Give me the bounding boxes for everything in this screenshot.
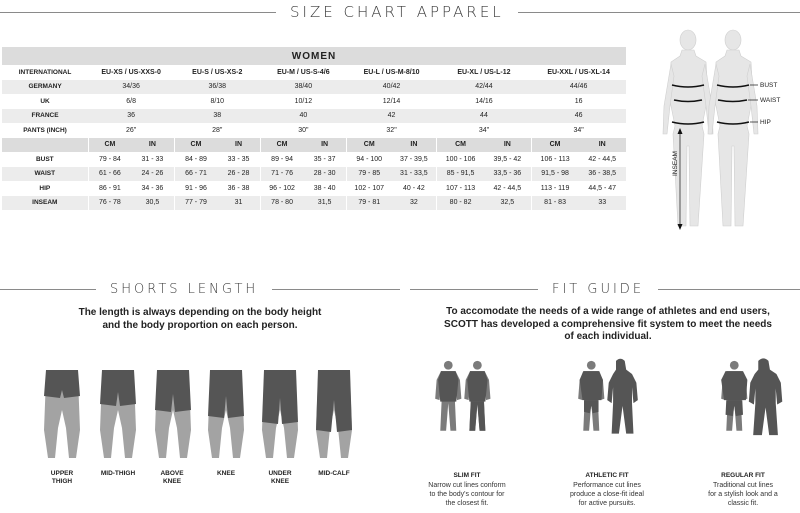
- shorts-label-upper-thigh: [32, 470, 92, 486]
- body-measurement-figure: [636, 26, 800, 236]
- table-cell: 94 - 100: [346, 152, 391, 167]
- table-cell: 79 - 81: [346, 196, 391, 211]
- female-silhouette-icon: [636, 26, 800, 236]
- table-cell: 91,5 - 98: [531, 167, 578, 182]
- table-cell: 28": [212, 126, 223, 134]
- fit-text-line: Performance cut lines: [573, 482, 641, 489]
- table-cell: 100 - 106: [437, 152, 484, 167]
- mid-calf-shorts-icon: [314, 370, 354, 462]
- row-label: FRANCE: [2, 109, 88, 124]
- table-cell: 96 - 102: [260, 181, 303, 196]
- fit-description-line: of each individual.: [564, 331, 652, 342]
- inseam-label: INSEAM: [672, 151, 679, 176]
- table-cell: 40/42: [346, 80, 436, 95]
- table-row: [2, 167, 626, 182]
- size-header: EU-XXL / US-XL-14: [547, 68, 610, 76]
- fit-description-line: SCOTT has developed a comprehensive fit system to meet the needs: [444, 318, 772, 330]
- heading-rule-right: [272, 289, 400, 290]
- table-cell: 14/16: [475, 97, 493, 105]
- shorts-label-line: UPPER: [50, 470, 74, 477]
- table-cell: 30,5: [131, 196, 174, 211]
- table-cell: 102 - 107: [346, 181, 391, 196]
- table-cell: 42: [346, 109, 436, 124]
- table-cell: 6/8: [126, 97, 137, 105]
- table-cell: 10/12: [294, 97, 313, 105]
- table-cell: 36 - 38: [227, 184, 250, 192]
- row-label: INSEAM: [2, 196, 88, 211]
- unit-cm: CM: [437, 138, 484, 153]
- waist-label: WAIST: [760, 97, 781, 104]
- table-cell: 36: [88, 109, 174, 124]
- table-cell: 34 - 36: [141, 184, 164, 192]
- table-cell: 81 - 83: [531, 196, 578, 211]
- shorts-label-line: UNDER: [268, 470, 292, 477]
- table-cell: 107 - 113: [437, 181, 484, 196]
- unit-cm: CM: [174, 138, 217, 153]
- regular-fit-figures-icon: [706, 358, 796, 438]
- slim-fit-title: SLIM FIT: [453, 472, 481, 479]
- table-cell: 38/40: [260, 80, 346, 95]
- table-cell: 38: [174, 109, 260, 124]
- shorts-label-under-knee: [250, 470, 310, 486]
- table-cell: 8/10: [210, 97, 225, 105]
- table-row: [2, 94, 626, 109]
- table-row: [2, 152, 626, 167]
- shorts-label-line: KNEE: [270, 478, 290, 485]
- above-knee-shorts-icon: [153, 370, 193, 462]
- table-cell: 42 - 44,5: [493, 184, 522, 192]
- size-chart-heading: [0, 2, 800, 22]
- table-row: [2, 80, 626, 95]
- table-cell: 30": [298, 126, 309, 134]
- heading-rule-right: [658, 289, 800, 290]
- athletic-fit-figures-icon: [563, 358, 653, 438]
- fit-text-line: Narrow cut lines conform: [428, 482, 506, 489]
- fit-text-line: produce a close-fit ideal: [570, 491, 644, 498]
- table-cell: 26": [126, 126, 137, 134]
- shorts-label-line: ABOVE: [160, 470, 184, 477]
- unit-in: IN: [131, 138, 174, 153]
- size-header: EU-XL / US-L-12: [457, 68, 511, 76]
- table-cell: 44/46: [531, 80, 626, 95]
- table-row: [2, 109, 626, 124]
- table-cell: 78 - 80: [260, 196, 303, 211]
- table-cell: 31: [217, 196, 260, 211]
- unit-in: IN: [484, 138, 531, 153]
- mid-thigh-shorts-icon: [98, 370, 138, 462]
- table-cell: 36/38: [174, 80, 260, 95]
- table-cell: 46: [531, 109, 626, 124]
- table-cell: 40: [260, 109, 346, 124]
- slim-fit-figures-icon: [420, 358, 510, 438]
- slim-fit-text: [412, 481, 522, 508]
- regular-fit-title: REGULAR FIT: [721, 472, 765, 479]
- table-cell: 84 - 89: [174, 152, 217, 167]
- table-cell: 76 - 78: [88, 196, 131, 211]
- page-title: SIZE CHART APPAREL: [290, 3, 504, 21]
- unit-cm: CM: [88, 138, 131, 153]
- table-cell: 42 - 44,5: [588, 155, 617, 163]
- table-cell: 91 - 96: [174, 181, 217, 196]
- table-cell: 39,5 - 42: [493, 155, 522, 163]
- row-label: GERMANY: [2, 80, 88, 95]
- shorts-label-mid-calf: [304, 470, 364, 478]
- table-cell: 66 - 71: [174, 167, 217, 182]
- table-cell: 31 - 33,5: [392, 167, 437, 182]
- shorts-label-line: KNEE: [162, 478, 182, 485]
- row-label: HIP: [39, 184, 51, 192]
- heading-rule-left: [0, 289, 96, 290]
- fit-description: [418, 306, 798, 344]
- table-cell: 40 - 42: [402, 184, 425, 192]
- table-cell: 34": [478, 126, 490, 134]
- fit-guide-heading: [410, 281, 800, 297]
- heading-rule-left: [0, 12, 276, 13]
- table-cell: 61 - 66: [88, 167, 131, 182]
- shorts-label-line: THIGH: [51, 478, 73, 485]
- heading-rule-right: [518, 12, 800, 13]
- under-knee-shorts-icon: [260, 370, 300, 462]
- hip-label: HIP: [760, 119, 771, 126]
- table-cell: 44,5 - 47: [588, 184, 617, 192]
- regular-fit-text: [688, 481, 798, 508]
- table-cell: 86 - 91: [88, 181, 131, 196]
- fit-text-line: for a stylish look and a: [708, 491, 778, 498]
- table-cell: 28 - 30: [303, 167, 346, 182]
- shorts-label-line: MID-THIGH: [100, 470, 136, 477]
- table-cell: 34": [573, 126, 584, 134]
- table-cell: 26 - 28: [217, 167, 260, 182]
- shorts-label-knee: [196, 470, 256, 478]
- athletic-fit-title: ATHLETIC FIT: [585, 472, 629, 479]
- table-cell: 36 - 38,5: [578, 167, 626, 182]
- table-cell: 89 - 94: [260, 152, 303, 167]
- size-header: EU-M / US-S-4/6: [277, 68, 330, 76]
- table-cell: 33,5 - 36: [484, 167, 531, 182]
- table-cell: 106 - 113: [531, 152, 578, 167]
- athletic-fit-text: [552, 481, 662, 508]
- unit-cm: CM: [260, 138, 303, 153]
- table-cell: 71 - 76: [260, 167, 303, 182]
- empty-cell: [2, 138, 88, 153]
- shorts-description-line: and the body proportion on each person.: [102, 320, 298, 331]
- size-header: EU-XS / US-XXS-0: [101, 68, 161, 76]
- size-header: EU-L / US-M-8/10: [363, 68, 420, 76]
- table-row: [2, 181, 626, 196]
- table-cell: 31,5: [303, 196, 346, 211]
- unit-in: IN: [217, 138, 260, 153]
- unit-in: IN: [303, 138, 346, 153]
- unit-cm: CM: [531, 138, 578, 153]
- table-cell: 79 - 85: [346, 167, 391, 182]
- table-cell: 79 - 84: [88, 152, 131, 167]
- table-row: [2, 123, 626, 138]
- fit-text-line: classic fit.: [727, 500, 759, 507]
- table-cell: 37 - 39,5: [400, 155, 428, 163]
- table-cell: 113 - 119: [531, 181, 578, 196]
- table-cell: 16: [574, 97, 583, 105]
- table-cell: 32: [392, 196, 437, 211]
- shorts-label-line: MID-CALF: [318, 470, 350, 477]
- table-cell: 12/14: [382, 97, 401, 105]
- table-cell: 31 - 33: [141, 155, 164, 163]
- table-cell: 35 - 37: [313, 155, 336, 163]
- row-label: PANTS (INCH): [23, 126, 67, 134]
- table-row: [2, 196, 626, 211]
- table-cell: 42/44: [437, 80, 532, 95]
- shorts-description-line: The length is always depending on the body height: [78, 307, 322, 318]
- row-label: UK: [40, 97, 50, 105]
- gender-header: WOMEN: [2, 47, 626, 65]
- fit-guide-title: FIT GUIDE: [552, 281, 645, 297]
- table-cell: 32,5: [484, 196, 531, 211]
- shorts-length-title: SHORTS LENGTH: [110, 281, 259, 297]
- shorts-label-mid-thigh: [88, 470, 148, 478]
- knee-shorts-icon: [206, 370, 246, 462]
- fit-text-line: the closest fit.: [445, 500, 489, 507]
- table-cell: 38 - 40: [313, 184, 336, 192]
- fit-description-line: To accomodate the needs of a wide range of athletes and end users,: [446, 306, 770, 317]
- international-row: [2, 65, 626, 80]
- table-cell: 85 - 91,5: [437, 167, 484, 182]
- table-cell: 33: [578, 196, 626, 211]
- table-cell: 32": [386, 126, 397, 134]
- size-header: EU-S / US-XS-2: [192, 68, 243, 76]
- unit-in: IN: [392, 138, 437, 153]
- table-cell: 77 - 79: [174, 196, 217, 211]
- heading-rule-left: [410, 289, 538, 290]
- table-cell: 24 - 26: [131, 167, 174, 182]
- upper-thigh-shorts-icon: [42, 370, 82, 462]
- shorts-label-line: KNEE: [216, 470, 236, 477]
- unit-header-row: [2, 138, 626, 153]
- shorts-label-above-knee: [142, 470, 202, 486]
- fit-text-line: for active pursuits.: [578, 500, 636, 507]
- fit-text-line: to the body's contour for: [429, 491, 505, 498]
- fit-text-line: Traditional cut lines: [712, 482, 774, 489]
- row-label: WAIST: [2, 167, 88, 182]
- row-label: BUST: [35, 155, 54, 163]
- table-cell: 34/36: [88, 80, 174, 95]
- shorts-length-heading: [0, 281, 400, 297]
- table-cell: 33 - 35: [227, 155, 250, 163]
- unit-in: IN: [578, 138, 626, 153]
- unit-cm: CM: [346, 138, 391, 153]
- table-cell: 80 - 82: [437, 196, 484, 211]
- size-chart-table: [2, 47, 626, 210]
- shorts-description: [40, 306, 360, 332]
- row-label: INTERNATIONAL: [18, 68, 72, 76]
- bust-label: BUST: [760, 82, 778, 89]
- table-cell: 44: [437, 109, 532, 124]
